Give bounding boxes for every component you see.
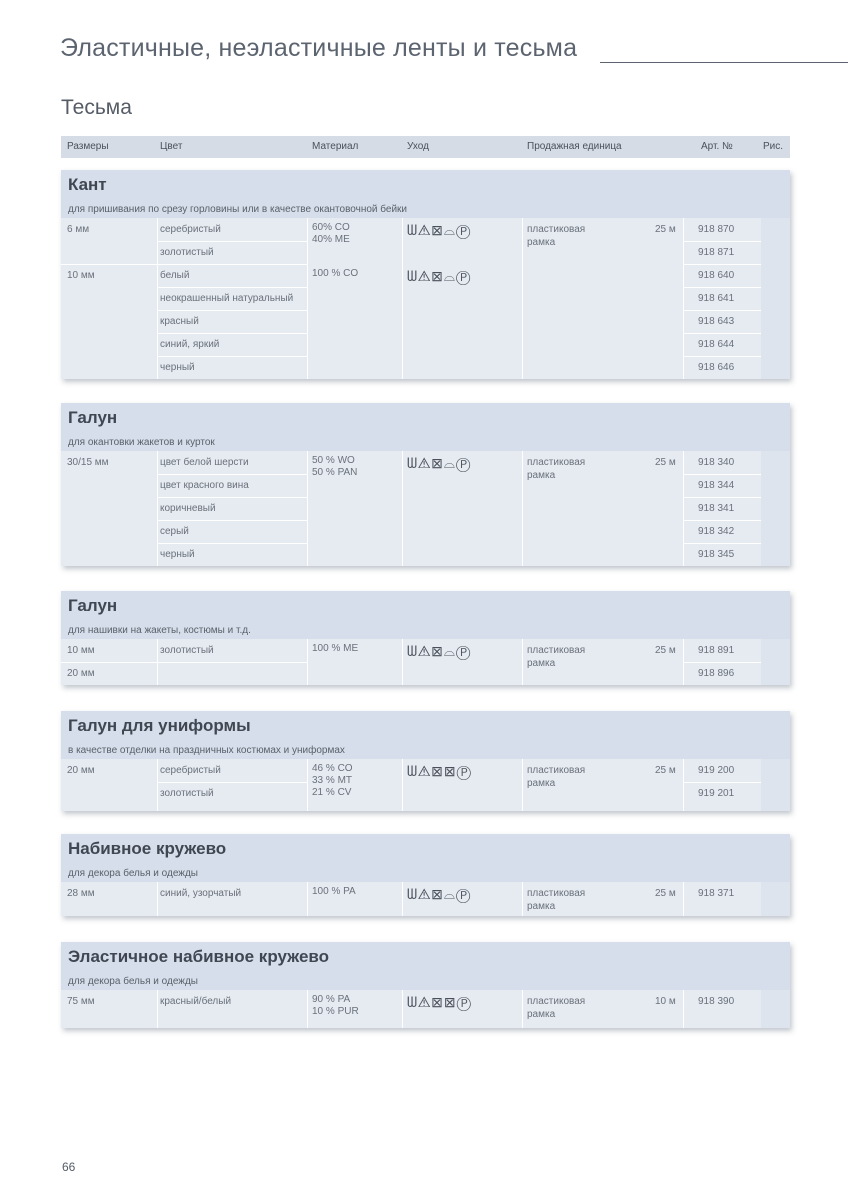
care-symbols-icon: ᗯ⚠⊠⌓Ⓟ <box>407 455 472 471</box>
material-cell: 21 % CV <box>312 787 352 798</box>
column-header <box>61 136 790 158</box>
unit-cell: пластиковая <box>527 645 586 656</box>
row-divider <box>157 287 307 288</box>
picture-cell <box>761 218 790 379</box>
article-number: 918 643 <box>698 316 735 327</box>
row-divider <box>683 287 761 288</box>
page-number: 66 <box>62 1160 76 1174</box>
material-cell: 60% CO <box>312 222 350 233</box>
size-cell: 28 мм <box>67 888 95 899</box>
quantity-cell: 25 м <box>655 457 676 468</box>
material-cell: 33 % MT <box>312 775 353 786</box>
color-cell: цвет белой шерсти <box>160 457 249 468</box>
section <box>61 834 790 916</box>
quantity-cell: 10 м <box>655 996 676 1007</box>
group-divider <box>61 264 157 265</box>
row-divider <box>683 310 761 311</box>
column-divider <box>307 990 308 1028</box>
section-description: для нашивки на жакеты, костюмы и т.д. <box>68 625 251 636</box>
page-subtitle: Тесьма <box>61 96 132 119</box>
section-title: Галун <box>68 408 118 427</box>
column-divider <box>683 882 684 916</box>
color-cell: золотистый <box>160 645 214 656</box>
row-divider <box>157 520 307 521</box>
picture-cell <box>761 451 790 566</box>
article-number: 918 344 <box>698 480 735 491</box>
picture-cell <box>761 759 790 811</box>
row-divider <box>157 333 307 334</box>
article-number: 918 345 <box>698 549 735 560</box>
column-care: Уход <box>407 141 429 152</box>
unit-cell: рамка <box>527 778 556 789</box>
material-cell: 100 % PA <box>312 886 356 897</box>
column-material: Материал <box>312 141 359 152</box>
row-divider <box>157 662 307 663</box>
article-number: 918 641 <box>698 293 735 304</box>
column-divider <box>683 218 684 379</box>
column-divider <box>307 218 308 379</box>
color-cell: золотистый <box>160 788 214 799</box>
column-divider <box>307 882 308 916</box>
material-cell: 90 % PA <box>312 994 351 1005</box>
material-cell: 10 % PUR <box>312 1006 359 1017</box>
column-color: Цвет <box>160 141 183 152</box>
unit-cell: рамка <box>527 658 556 669</box>
page-title: Эластичные, неэластичные ленты и тесьма <box>60 34 578 62</box>
quantity-cell: 25 м <box>655 888 676 899</box>
column-divider <box>157 759 158 811</box>
row-divider <box>683 241 761 242</box>
section-header <box>61 942 790 990</box>
column-divider <box>683 759 684 811</box>
row-divider <box>683 520 761 521</box>
unit-cell: рамка <box>527 237 556 248</box>
section <box>61 170 790 379</box>
care-symbols-icon: ᗯ⚠⊠⌓Ⓟ <box>407 643 472 659</box>
section <box>61 942 790 1028</box>
row-divider <box>683 782 761 783</box>
color-cell: неокрашенный натуральный <box>160 293 294 304</box>
column-divider <box>522 639 523 685</box>
size-cell: 20 мм <box>67 765 95 776</box>
section-header <box>61 591 790 639</box>
section-table <box>61 882 790 916</box>
section <box>61 403 790 566</box>
material-cell: 50 % WO <box>312 455 355 466</box>
section-table <box>61 451 790 566</box>
row-divider <box>683 543 761 544</box>
row-divider <box>157 241 307 242</box>
section-table <box>61 218 790 379</box>
section-title: Кант <box>68 175 107 194</box>
column-divider <box>402 639 403 685</box>
color-cell: синий, узорчатый <box>160 888 242 899</box>
unit-cell: пластиковая <box>527 765 586 776</box>
color-cell: серебристый <box>160 224 221 235</box>
column-divider <box>307 451 308 566</box>
row-divider <box>157 543 307 544</box>
column-divider <box>683 451 684 566</box>
row-divider <box>157 782 307 783</box>
section-description: для декора белья и одежды <box>68 976 198 987</box>
color-cell: красный/белый <box>160 996 232 1007</box>
care-symbols-icon: ᗯ⚠⊠⊠Ⓟ <box>407 994 472 1010</box>
row-divider <box>157 474 307 475</box>
row-divider <box>683 662 761 663</box>
section-title: Набивное кружево <box>68 839 227 858</box>
size-cell: 10 мм <box>67 645 95 656</box>
column-divider <box>522 990 523 1028</box>
color-cell: серебристый <box>160 765 221 776</box>
unit-cell: пластиковая <box>527 996 586 1007</box>
article-number: 918 896 <box>698 668 735 679</box>
article-number: 918 390 <box>698 996 735 1007</box>
color-cell: серый <box>160 526 189 537</box>
section-header <box>61 403 790 451</box>
article-number: 918 870 <box>698 224 735 235</box>
column-divider <box>522 759 523 811</box>
article-number: 918 371 <box>698 888 735 899</box>
color-cell: коричневый <box>160 503 216 514</box>
row-divider <box>157 264 307 265</box>
unit-cell: пластиковая <box>527 888 586 899</box>
size-cell: 20 мм <box>67 668 95 679</box>
material-cell: 100 % ME <box>312 643 359 654</box>
color-cell: цвет красного вина <box>160 480 249 491</box>
column-pic: Рис. <box>763 141 784 152</box>
article-number: 918 871 <box>698 247 735 258</box>
row-divider <box>683 333 761 334</box>
color-cell: черный <box>160 549 195 560</box>
article-number: 918 342 <box>698 526 735 537</box>
picture-cell <box>761 990 790 1028</box>
section-description: в качестве отделки на праздничных костюмах и униформах <box>68 745 345 756</box>
unit-cell: пластиковая <box>527 457 586 468</box>
article-number: 918 646 <box>698 362 735 373</box>
unit-cell: рамка <box>527 901 556 912</box>
group-divider <box>61 662 157 663</box>
color-cell: синий, яркий <box>160 339 220 350</box>
column-divider <box>402 218 403 379</box>
size-cell: 30/15 мм <box>67 457 109 468</box>
picture-cell <box>761 882 790 916</box>
row-divider <box>157 356 307 357</box>
section-description: для декора белья и одежды <box>68 868 198 879</box>
section <box>61 711 790 811</box>
care-symbols-icon: ᗯ⚠⊠⌓Ⓟ <box>407 222 472 238</box>
unit-cell: рамка <box>527 470 556 481</box>
color-cell: черный <box>160 362 195 373</box>
color-cell: красный <box>160 316 199 327</box>
column-divider <box>683 990 684 1028</box>
column-divider <box>522 218 523 379</box>
column-divider <box>307 639 308 685</box>
section <box>61 591 790 685</box>
column-divider <box>402 451 403 566</box>
material-cell: 40% ME <box>312 234 350 245</box>
row-divider <box>683 497 761 498</box>
care-symbols-icon: ᗯ⚠⊠⌓Ⓟ <box>407 886 472 902</box>
column-divider <box>157 882 158 916</box>
care-symbols-icon: ᗯ⚠⊠⌓Ⓟ <box>407 268 472 284</box>
section-table <box>61 990 790 1028</box>
column-divider <box>402 882 403 916</box>
article-number: 918 341 <box>698 503 735 514</box>
article-number: 918 640 <box>698 270 735 281</box>
care-symbols-icon: ᗯ⚠⊠⊠Ⓟ <box>407 763 472 779</box>
size-cell: 75 мм <box>67 996 95 1007</box>
material-cell: 100 % CO <box>312 268 359 279</box>
row-divider <box>683 356 761 357</box>
quantity-cell: 25 м <box>655 224 676 235</box>
size-cell: 6 мм <box>67 224 90 235</box>
quantity-cell: 25 м <box>655 765 676 776</box>
row-divider <box>157 497 307 498</box>
title-rule <box>600 62 848 63</box>
section-title: Эластичное набивное кружево <box>68 947 330 966</box>
section-description: для окантовки жакетов и курток <box>68 437 215 448</box>
article-number: 918 644 <box>698 339 735 350</box>
column-size: Размеры <box>67 141 109 152</box>
material-cell: 46 % CO <box>312 763 353 774</box>
column-divider <box>522 451 523 566</box>
unit-cell: рамка <box>527 1009 556 1020</box>
article-number: 919 200 <box>698 765 735 776</box>
color-cell: белый <box>160 270 190 281</box>
row-divider <box>683 474 761 475</box>
color-cell: золотистый <box>160 247 214 258</box>
unit-cell: пластиковая <box>527 224 586 235</box>
row-divider <box>683 264 761 265</box>
column-divider <box>157 990 158 1028</box>
section-title: Галун <box>68 596 118 615</box>
picture-cell <box>761 639 790 685</box>
column-divider <box>402 990 403 1028</box>
column-divider <box>402 759 403 811</box>
section-header <box>61 170 790 218</box>
section-header <box>61 834 790 882</box>
size-cell: 10 мм <box>67 270 95 281</box>
column-divider <box>157 451 158 566</box>
section-table <box>61 759 790 811</box>
section-description: для пришивания по срезу горловины или в качестве окантовочной бейки <box>68 204 408 215</box>
column-divider <box>307 759 308 811</box>
article-number: 918 340 <box>698 457 735 468</box>
row-divider <box>157 310 307 311</box>
column-unit: Продажная единица <box>527 141 622 152</box>
column-art: Арт. № <box>701 141 733 152</box>
column-divider <box>157 218 158 379</box>
section-title: Галун для униформы <box>68 716 251 735</box>
column-divider <box>522 882 523 916</box>
section-header <box>61 711 790 759</box>
article-number: 919 201 <box>698 788 735 799</box>
material-cell: 50 % PAN <box>312 467 358 478</box>
section-table <box>61 639 790 685</box>
article-number: 918 891 <box>698 645 735 656</box>
quantity-cell: 25 м <box>655 645 676 656</box>
